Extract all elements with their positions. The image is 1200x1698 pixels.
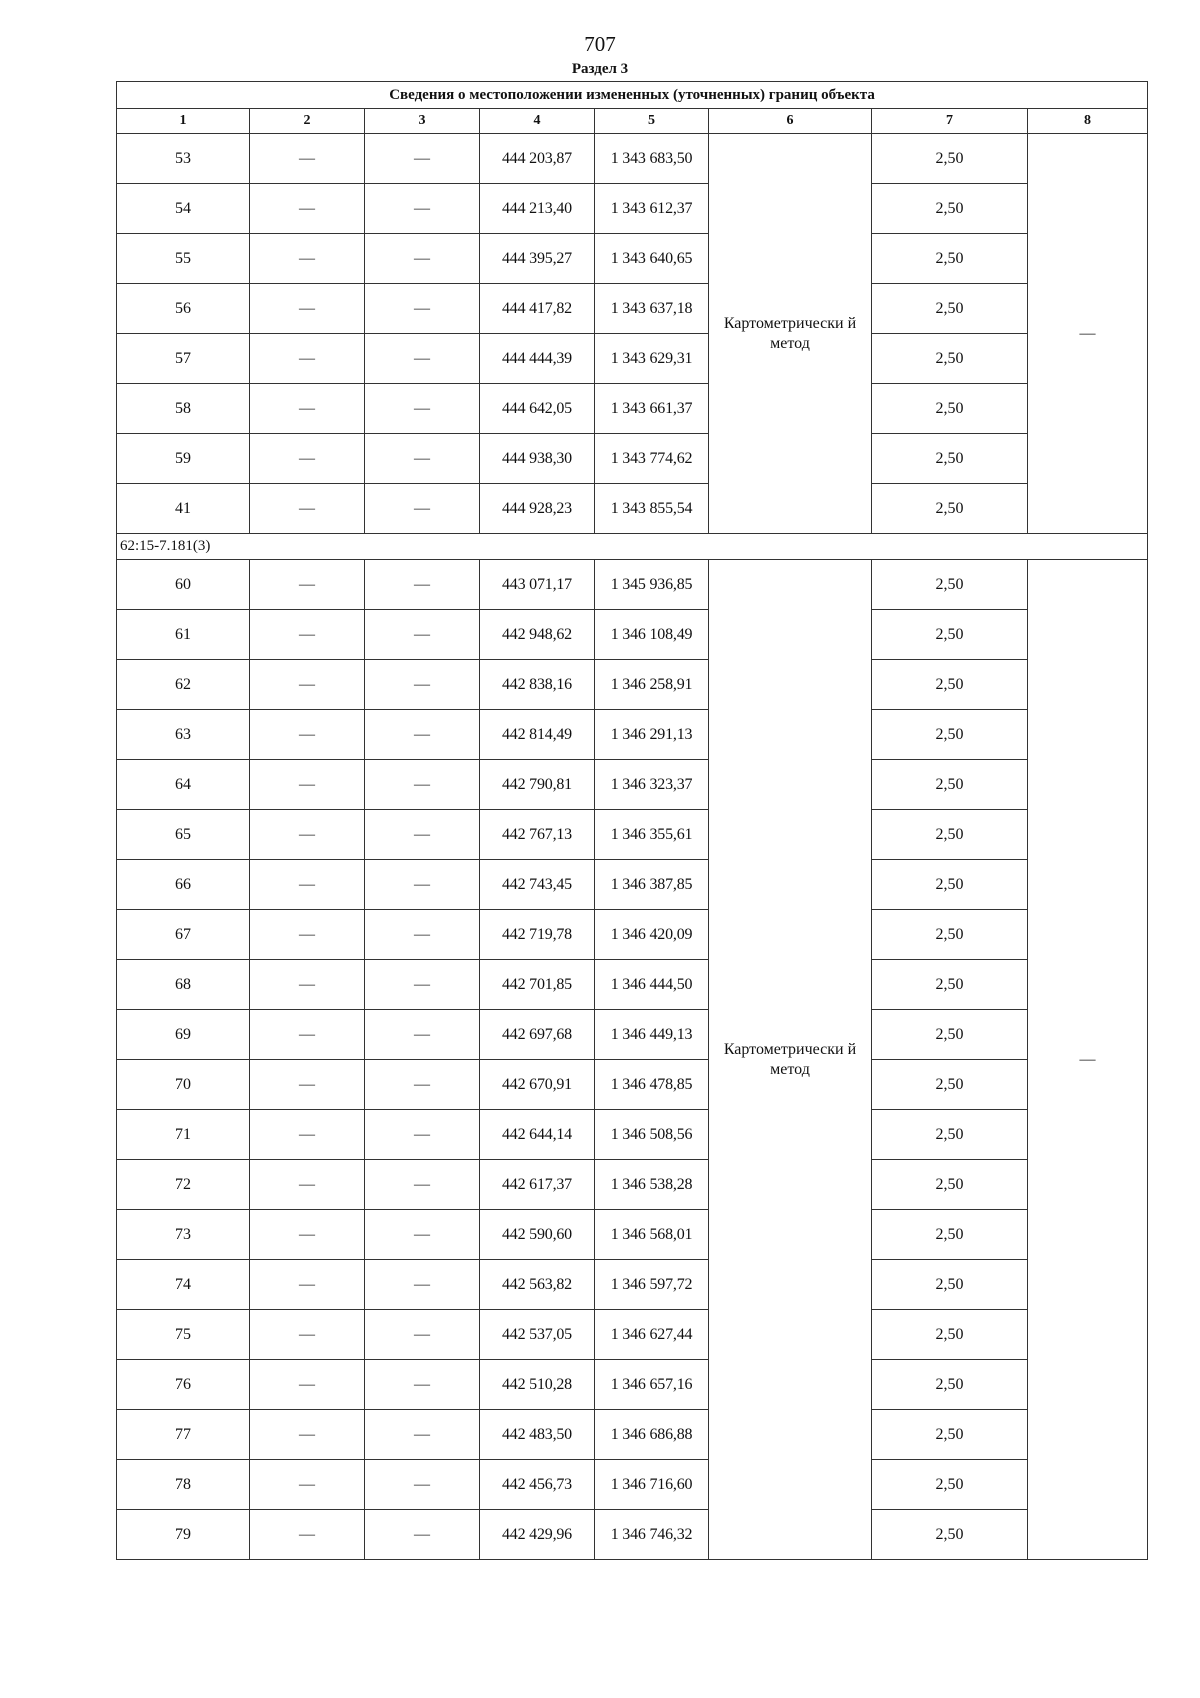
accuracy-cell: 2,50 bbox=[872, 860, 1028, 910]
coordinate-y-cell: 1 346 538,28 bbox=[595, 1160, 709, 1210]
coordinate-y-cell: 1 346 686,88 bbox=[595, 1410, 709, 1460]
accuracy-cell: 2,50 bbox=[872, 1160, 1028, 1210]
point-number-cell: 68 bbox=[117, 960, 250, 1010]
column-3-cell: — bbox=[365, 1060, 480, 1110]
point-number-cell: 76 bbox=[117, 1360, 250, 1410]
column-2-cell: — bbox=[250, 760, 365, 810]
accuracy-cell: 2,50 bbox=[872, 1210, 1028, 1260]
coordinate-x-cell: 442 537,05 bbox=[480, 1310, 595, 1360]
coordinate-y-cell: 1 346 627,44 bbox=[595, 1310, 709, 1360]
accuracy-cell: 2,50 bbox=[872, 1460, 1028, 1510]
table-row bbox=[117, 1110, 1148, 1160]
coordinate-x-cell: 442 743,45 bbox=[480, 860, 595, 910]
table-row bbox=[117, 1510, 1148, 1560]
table-row bbox=[117, 710, 1148, 760]
table-row bbox=[117, 284, 1148, 334]
coordinate-x-cell: 444 642,05 bbox=[480, 384, 595, 434]
method-cell: Картометрически й метод bbox=[709, 134, 872, 534]
table-row bbox=[117, 1060, 1148, 1110]
table-row bbox=[117, 434, 1148, 484]
column-2-cell: — bbox=[250, 1510, 365, 1560]
table-row bbox=[117, 134, 1148, 184]
column-2-cell: — bbox=[250, 1210, 365, 1260]
point-number-cell: 59 bbox=[117, 434, 250, 484]
column-3-cell: — bbox=[365, 134, 480, 184]
coordinate-y-cell: 1 346 355,61 bbox=[595, 810, 709, 860]
coordinate-x-cell: 442 617,37 bbox=[480, 1160, 595, 1210]
table-row bbox=[117, 384, 1148, 434]
coordinate-y-cell: 1 346 420,09 bbox=[595, 910, 709, 960]
column-2-cell: — bbox=[250, 1360, 365, 1410]
coordinate-x-cell: 442 719,78 bbox=[480, 910, 595, 960]
coordinate-y-cell: 1 343 683,50 bbox=[595, 134, 709, 184]
column-3-cell: — bbox=[365, 384, 480, 434]
accuracy-cell: 2,50 bbox=[872, 910, 1028, 960]
table-row bbox=[117, 1360, 1148, 1410]
point-number-cell: 72 bbox=[117, 1160, 250, 1210]
coordinate-y-cell: 1 346 387,85 bbox=[595, 860, 709, 910]
coordinate-y-cell: 1 346 716,60 bbox=[595, 1460, 709, 1510]
column-3-cell: — bbox=[365, 1410, 480, 1460]
column-3-cell: — bbox=[365, 710, 480, 760]
coordinate-y-cell: 1 346 291,13 bbox=[595, 710, 709, 760]
coordinate-x-cell: 444 444,39 bbox=[480, 334, 595, 384]
coordinate-x-cell: 442 814,49 bbox=[480, 710, 595, 760]
coordinate-y-cell: 1 343 855,54 bbox=[595, 484, 709, 534]
point-number-cell: 58 bbox=[117, 384, 250, 434]
accuracy-cell: 2,50 bbox=[872, 760, 1028, 810]
accuracy-cell: 2,50 bbox=[872, 610, 1028, 660]
column-2-cell: — bbox=[250, 710, 365, 760]
column-2-cell: — bbox=[250, 384, 365, 434]
table-row bbox=[117, 810, 1148, 860]
coordinate-x-cell: 444 213,40 bbox=[480, 184, 595, 234]
table-row bbox=[117, 1310, 1148, 1360]
table-row bbox=[117, 1010, 1148, 1060]
accuracy-cell: 2,50 bbox=[872, 1410, 1028, 1460]
point-number-cell: 63 bbox=[117, 710, 250, 760]
column-number: 6 bbox=[709, 109, 872, 134]
coordinate-y-cell: 1 346 568,01 bbox=[595, 1210, 709, 1260]
column-3-cell: — bbox=[365, 560, 480, 610]
column-2-cell: — bbox=[250, 134, 365, 184]
table-row bbox=[117, 610, 1148, 660]
accuracy-cell: 2,50 bbox=[872, 334, 1028, 384]
column-3-cell: — bbox=[365, 1210, 480, 1260]
column-3-cell: — bbox=[365, 284, 480, 334]
coordinate-x-cell: 442 510,28 bbox=[480, 1360, 595, 1410]
coordinate-x-cell: 442 429,96 bbox=[480, 1510, 595, 1560]
column-2-cell: — bbox=[250, 910, 365, 960]
accuracy-cell: 2,50 bbox=[872, 1310, 1028, 1360]
coordinate-x-cell: 442 767,13 bbox=[480, 810, 595, 860]
column-2-cell: — bbox=[250, 1010, 365, 1060]
accuracy-cell: 2,50 bbox=[872, 1510, 1028, 1560]
column-3-cell: — bbox=[365, 1010, 480, 1060]
column-2-cell: — bbox=[250, 484, 365, 534]
column-2-cell: — bbox=[250, 610, 365, 660]
column-3-cell: — bbox=[365, 1510, 480, 1560]
table-row bbox=[117, 1160, 1148, 1210]
column-2-cell: — bbox=[250, 284, 365, 334]
point-number-cell: 57 bbox=[117, 334, 250, 384]
column-number: 8 bbox=[1028, 109, 1148, 134]
column-2-cell: — bbox=[250, 960, 365, 1010]
column-3-cell: — bbox=[365, 960, 480, 1010]
point-number-cell: 62 bbox=[117, 660, 250, 710]
column-2-cell: — bbox=[250, 810, 365, 860]
point-number-cell: 74 bbox=[117, 1260, 250, 1310]
coordinate-x-cell: 444 395,27 bbox=[480, 234, 595, 284]
coordinate-x-cell: 442 948,62 bbox=[480, 610, 595, 660]
table-row bbox=[117, 660, 1148, 710]
coordinate-y-cell: 1 346 508,56 bbox=[595, 1110, 709, 1160]
column-2-cell: — bbox=[250, 334, 365, 384]
accuracy-cell: 2,50 bbox=[872, 284, 1028, 334]
coordinate-x-cell: 442 644,14 bbox=[480, 1110, 595, 1160]
table-row bbox=[117, 484, 1148, 534]
column-2-cell: — bbox=[250, 1310, 365, 1360]
column-3-cell: — bbox=[365, 660, 480, 710]
coordinate-x-cell: 444 938,30 bbox=[480, 434, 595, 484]
accuracy-cell: 2,50 bbox=[872, 484, 1028, 534]
coordinate-y-cell: 1 343 612,37 bbox=[595, 184, 709, 234]
coordinate-y-cell: 1 343 637,18 bbox=[595, 284, 709, 334]
column-3-cell: — bbox=[365, 760, 480, 810]
point-number-cell: 41 bbox=[117, 484, 250, 534]
point-number-cell: 56 bbox=[117, 284, 250, 334]
column-2-cell: — bbox=[250, 184, 365, 234]
coordinate-y-cell: 1 346 746,32 bbox=[595, 1510, 709, 1560]
method-cell: Картометрически й метод bbox=[709, 560, 872, 1560]
group-label-row bbox=[117, 534, 1148, 560]
column-number: 1 bbox=[117, 109, 250, 134]
accuracy-cell: 2,50 bbox=[872, 1360, 1028, 1410]
coordinate-x-cell: 442 670,91 bbox=[480, 1060, 595, 1110]
column-2-cell: — bbox=[250, 434, 365, 484]
accuracy-cell: 2,50 bbox=[872, 660, 1028, 710]
coordinate-x-cell: 443 071,17 bbox=[480, 560, 595, 610]
column-3-cell: — bbox=[365, 860, 480, 910]
column-3-cell: — bbox=[365, 1160, 480, 1210]
point-number-cell: 66 bbox=[117, 860, 250, 910]
point-number-cell: 53 bbox=[117, 134, 250, 184]
column-number: 4 bbox=[480, 109, 595, 134]
column-8-cell: — bbox=[1028, 560, 1148, 1560]
table-row bbox=[117, 334, 1148, 384]
coordinate-x-cell: 442 790,81 bbox=[480, 760, 595, 810]
table-body bbox=[117, 82, 1148, 1560]
column-3-cell: — bbox=[365, 910, 480, 960]
accuracy-cell: 2,50 bbox=[872, 134, 1028, 184]
column-numbers-row bbox=[117, 109, 1148, 134]
coordinate-x-cell: 442 483,50 bbox=[480, 1410, 595, 1460]
coordinate-y-cell: 1 346 597,72 bbox=[595, 1260, 709, 1310]
point-number-cell: 75 bbox=[117, 1310, 250, 1360]
table-row bbox=[117, 860, 1148, 910]
point-number-cell: 73 bbox=[117, 1210, 250, 1260]
point-number-cell: 61 bbox=[117, 610, 250, 660]
point-number-cell: 65 bbox=[117, 810, 250, 860]
column-number: 2 bbox=[250, 109, 365, 134]
coordinate-x-cell: 442 563,82 bbox=[480, 1260, 595, 1310]
table-row bbox=[117, 234, 1148, 284]
column-2-cell: — bbox=[250, 660, 365, 710]
coordinate-x-cell: 442 590,60 bbox=[480, 1210, 595, 1260]
coordinate-x-cell: 442 838,16 bbox=[480, 660, 595, 710]
accuracy-cell: 2,50 bbox=[872, 1010, 1028, 1060]
point-number-cell: 64 bbox=[117, 760, 250, 810]
column-3-cell: — bbox=[365, 1310, 480, 1360]
column-3-cell: — bbox=[365, 234, 480, 284]
column-2-cell: — bbox=[250, 1110, 365, 1160]
accuracy-cell: 2,50 bbox=[872, 384, 1028, 434]
coordinate-y-cell: 1 346 108,49 bbox=[595, 610, 709, 660]
table-row bbox=[117, 184, 1148, 234]
column-8-cell: — bbox=[1028, 134, 1148, 534]
coordinate-y-cell: 1 343 661,37 bbox=[595, 384, 709, 434]
column-3-cell: — bbox=[365, 1260, 480, 1310]
coordinate-y-cell: 1 346 323,37 bbox=[595, 760, 709, 810]
column-3-cell: — bbox=[365, 1110, 480, 1160]
accuracy-cell: 2,50 bbox=[872, 960, 1028, 1010]
table-row bbox=[117, 560, 1148, 610]
coordinate-y-cell: 1 346 449,13 bbox=[595, 1010, 709, 1060]
point-number-cell: 54 bbox=[117, 184, 250, 234]
point-number-cell: 55 bbox=[117, 234, 250, 284]
table-row bbox=[117, 1210, 1148, 1260]
point-number-cell: 67 bbox=[117, 910, 250, 960]
coordinate-x-cell: 442 456,73 bbox=[480, 1460, 595, 1510]
point-number-cell: 69 bbox=[117, 1010, 250, 1060]
coordinate-y-cell: 1 345 936,85 bbox=[595, 560, 709, 610]
table-row bbox=[117, 1460, 1148, 1510]
column-3-cell: — bbox=[365, 184, 480, 234]
coordinate-y-cell: 1 346 478,85 bbox=[595, 1060, 709, 1110]
column-number: 3 bbox=[365, 109, 480, 134]
accuracy-cell: 2,50 bbox=[872, 710, 1028, 760]
column-3-cell: — bbox=[365, 484, 480, 534]
accuracy-cell: 2,50 bbox=[872, 1110, 1028, 1160]
table-row bbox=[117, 760, 1148, 810]
coordinate-x-cell: 444 203,87 bbox=[480, 134, 595, 184]
column-3-cell: — bbox=[365, 334, 480, 384]
coordinates-table bbox=[116, 81, 1148, 1560]
coordinate-y-cell: 1 343 640,65 bbox=[595, 234, 709, 284]
point-number-cell: 60 bbox=[117, 560, 250, 610]
table-caption-row bbox=[117, 82, 1148, 109]
column-3-cell: — bbox=[365, 434, 480, 484]
table-row bbox=[117, 1260, 1148, 1310]
accuracy-cell: 2,50 bbox=[872, 810, 1028, 860]
page-number: 707 bbox=[584, 32, 616, 56]
column-2-cell: — bbox=[250, 1260, 365, 1310]
coordinate-x-cell: 444 928,23 bbox=[480, 484, 595, 534]
coordinate-y-cell: 1 346 258,91 bbox=[595, 660, 709, 710]
column-3-cell: — bbox=[365, 610, 480, 660]
column-2-cell: — bbox=[250, 1160, 365, 1210]
table-caption: Сведения о местоположении измененных (уточненных) границ объекта bbox=[117, 82, 1148, 109]
column-number: 7 bbox=[872, 109, 1028, 134]
column-3-cell: — bbox=[365, 810, 480, 860]
accuracy-cell: 2,50 bbox=[872, 1260, 1028, 1310]
table-row bbox=[117, 1410, 1148, 1460]
column-3-cell: — bbox=[365, 1360, 480, 1410]
column-3-cell: — bbox=[365, 1460, 480, 1510]
accuracy-cell: 2,50 bbox=[872, 434, 1028, 484]
section-title: Раздел 3 bbox=[571, 61, 629, 77]
accuracy-cell: 2,50 bbox=[872, 234, 1028, 284]
coordinate-y-cell: 1 343 774,62 bbox=[595, 434, 709, 484]
column-number: 5 bbox=[595, 109, 709, 134]
point-number-cell: 77 bbox=[117, 1410, 250, 1460]
column-2-cell: — bbox=[250, 1410, 365, 1460]
accuracy-cell: 2,50 bbox=[872, 184, 1028, 234]
point-number-cell: 71 bbox=[117, 1110, 250, 1160]
column-2-cell: — bbox=[250, 234, 365, 284]
point-number-cell: 70 bbox=[117, 1060, 250, 1110]
table-row bbox=[117, 960, 1148, 1010]
point-number-cell: 78 bbox=[117, 1460, 250, 1510]
column-2-cell: — bbox=[250, 1460, 365, 1510]
coordinate-x-cell: 442 701,85 bbox=[480, 960, 595, 1010]
column-2-cell: — bbox=[250, 1060, 365, 1110]
table-row bbox=[117, 910, 1148, 960]
point-number-cell: 79 bbox=[117, 1510, 250, 1560]
coordinate-y-cell: 1 346 444,50 bbox=[595, 960, 709, 1010]
column-2-cell: — bbox=[250, 560, 365, 610]
accuracy-cell: 2,50 bbox=[872, 560, 1028, 610]
coordinate-y-cell: 1 343 629,31 bbox=[595, 334, 709, 384]
coordinate-x-cell: 442 697,68 bbox=[480, 1010, 595, 1060]
coordinate-y-cell: 1 346 657,16 bbox=[595, 1360, 709, 1410]
accuracy-cell: 2,50 bbox=[872, 1060, 1028, 1110]
column-2-cell: — bbox=[250, 860, 365, 910]
coordinate-x-cell: 444 417,82 bbox=[480, 284, 595, 334]
group-label: 62:15-7.181(3) bbox=[117, 534, 1148, 560]
